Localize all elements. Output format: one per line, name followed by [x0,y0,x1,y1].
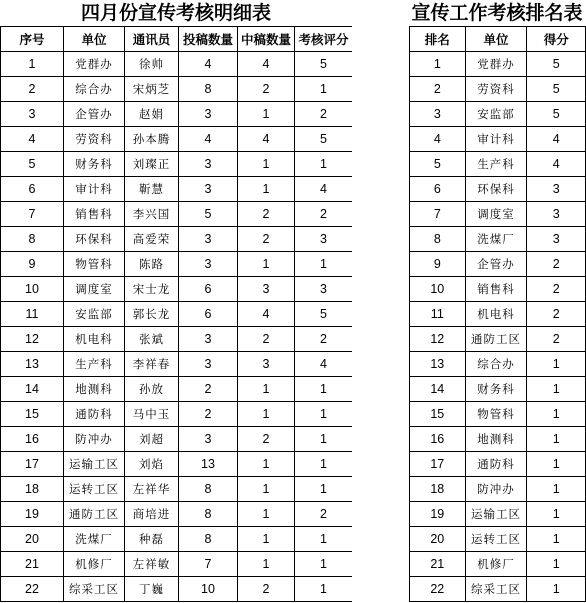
cell-rank: 15 [410,402,466,427]
cell-index: 8 [1,227,64,252]
cell-rank: 2 [410,77,466,102]
cell-points: 5 [527,102,586,127]
cell-unit: 通防科 [64,402,125,427]
cell-index: 17 [1,452,64,477]
cell-score: 1 [295,377,353,402]
cell-points: 1 [527,402,586,427]
cell-unit: 运输工区 [64,452,125,477]
table-row [410,52,586,77]
cell-unit: 机修厂 [64,552,125,577]
cell-submitted: 8 [179,527,238,552]
cell-correspondent: 陈路 [125,252,179,277]
table-row [410,502,586,527]
cell-unit: 运转工区 [64,477,125,502]
header-index: 序号 [1,27,64,52]
cell-points: 2 [527,277,586,302]
detail-table-title: 四月份宣传考核明细表 [80,2,271,24]
cell-score: 2 [295,102,353,127]
cell-index: 2 [1,77,64,102]
cell-submitted: 8 [179,77,238,102]
cell-index: 7 [1,202,64,227]
cell-submitted: 10 [179,577,238,602]
cell-correspondent: 刘超 [125,427,179,452]
cell-points: 1 [527,427,586,452]
cell-submitted: 5 [179,202,238,227]
table-row [1,302,353,327]
table-row [1,402,353,427]
cell-unit: 企管办 [64,102,125,127]
table-row [1,252,353,277]
cell-rank: 6 [410,177,466,202]
cell-rank: 17 [410,452,466,477]
cell-accepted: 1 [238,402,295,427]
cell-unit: 环保科 [64,227,125,252]
cell-submitted: 4 [179,127,238,152]
cell-score: 1 [295,77,353,102]
cell-points: 1 [527,552,586,577]
cell-index: 13 [1,352,64,377]
cell-correspondent: 孙本腾 [125,127,179,152]
table-row [1,177,353,202]
table-row [410,327,586,352]
cell-unit: 洗煤厂 [465,227,527,252]
cell-submitted: 3 [179,177,238,202]
cell-rank: 18 [410,477,466,502]
cell-correspondent: 李兴国 [125,202,179,227]
cell-index: 5 [1,152,64,177]
cell-points: 3 [527,227,586,252]
cell-index: 18 [1,477,64,502]
cell-accepted: 2 [238,327,295,352]
cell-score: 4 [295,352,353,377]
cell-submitted: 7 [179,552,238,577]
table-row [410,227,586,252]
cell-points: 2 [527,302,586,327]
cell-accepted: 2 [238,77,295,102]
table-row [1,52,353,77]
cell-correspondent: 刘璨正 [125,152,179,177]
cell-accepted: 1 [238,377,295,402]
cell-unit: 党群办 [64,52,125,77]
cell-submitted: 3 [179,102,238,127]
cell-correspondent: 左祥敏 [125,552,179,577]
cell-submitted: 2 [179,402,238,427]
table-row [410,452,586,477]
cell-unit: 财务科 [465,377,527,402]
header-score: 考核评分 [295,27,353,52]
cell-unit: 劳资科 [465,77,527,102]
cell-score: 5 [295,302,353,327]
cell-unit: 物管科 [64,252,125,277]
header-rank-unit: 单位 [465,27,527,52]
table-row [410,577,586,602]
cell-accepted: 1 [238,452,295,477]
cell-unit: 生产科 [465,152,527,177]
cell-correspondent: 郭长龙 [125,302,179,327]
table-row [1,227,353,252]
cell-index: 1 [1,52,64,77]
table-row [410,127,586,152]
table-row [410,77,586,102]
cell-submitted: 3 [179,427,238,452]
cell-unit: 机修厂 [465,552,527,577]
cell-points: 1 [527,527,586,552]
cell-rank: 4 [410,127,466,152]
cell-rank: 21 [410,552,466,577]
cell-submitted: 3 [179,227,238,252]
cell-unit: 调度室 [64,277,125,302]
cell-correspondent: 商培进 [125,502,179,527]
cell-unit: 地测科 [465,427,527,452]
table-row [1,152,353,177]
cell-rank: 16 [410,427,466,452]
cell-correspondent: 李祥春 [125,352,179,377]
cell-points: 1 [527,477,586,502]
cell-index: 3 [1,102,64,127]
cell-unit: 审计科 [64,177,125,202]
cell-accepted: 1 [238,102,295,127]
cell-unit: 销售科 [465,277,527,302]
cell-submitted: 3 [179,352,238,377]
cell-unit: 安监部 [64,302,125,327]
cell-accepted: 1 [238,252,295,277]
table-row [410,477,586,502]
cell-unit: 综合办 [64,77,125,102]
cell-unit: 财务科 [64,152,125,177]
cell-unit: 安监部 [465,102,527,127]
cell-rank: 14 [410,377,466,402]
cell-accepted: 3 [238,277,295,302]
cell-correspondent: 徐帅 [125,52,179,77]
cell-unit: 综采工区 [465,577,527,602]
table-row [1,427,353,452]
table-row [410,177,586,202]
cell-rank: 20 [410,527,466,552]
cell-unit: 劳资科 [64,127,125,152]
cell-rank: 3 [410,102,466,127]
cell-score: 1 [295,552,353,577]
cell-index: 11 [1,302,64,327]
cell-index: 19 [1,502,64,527]
cell-points: 2 [527,252,586,277]
table-row [1,502,353,527]
table-row [410,377,586,402]
table-row [1,127,353,152]
cell-unit: 通防工区 [64,502,125,527]
cell-submitted: 6 [179,302,238,327]
cell-submitted: 6 [179,277,238,302]
cell-accepted: 2 [238,427,295,452]
cell-correspondent: 马中玉 [125,402,179,427]
cell-rank: 13 [410,352,466,377]
cell-rank: 12 [410,327,466,352]
cell-correspondent: 赵娟 [125,102,179,127]
table-row [1,77,353,102]
table-row [410,102,586,127]
cell-score: 3 [295,227,353,252]
table-row [410,352,586,377]
cell-score: 5 [295,52,353,77]
cell-accepted: 4 [238,52,295,77]
header-correspondent: 通讯员 [125,27,179,52]
table-row [410,152,586,177]
cell-rank: 5 [410,152,466,177]
table-row [1,527,353,552]
cell-correspondent: 张斌 [125,327,179,352]
cell-score: 2 [295,202,353,227]
cell-submitted: 8 [179,477,238,502]
cell-accepted: 2 [238,227,295,252]
table-row [410,202,586,227]
cell-points: 1 [527,577,586,602]
table-row [410,402,586,427]
table-row [410,277,586,302]
cell-accepted: 3 [238,352,295,377]
cell-score: 1 [295,527,353,552]
table-row [1,202,353,227]
header-rank: 排名 [410,27,466,52]
cell-index: 9 [1,252,64,277]
table-row [1,377,353,402]
cell-correspondent: 种磊 [125,527,179,552]
cell-score: 4 [295,177,353,202]
cell-index: 10 [1,277,64,302]
cell-index: 4 [1,127,64,152]
cell-accepted: 1 [238,527,295,552]
cell-unit: 销售科 [64,202,125,227]
table-row [410,302,586,327]
cell-score: 1 [295,577,353,602]
ranking-table-title: 宣传工作考核排名表 [411,2,583,24]
cell-points: 3 [527,177,586,202]
cell-score: 1 [295,402,353,427]
cell-correspondent: 靳慧 [125,177,179,202]
cell-score: 1 [295,427,353,452]
cell-points: 1 [527,452,586,477]
cell-points: 1 [527,502,586,527]
cell-rank: 8 [410,227,466,252]
cell-index: 14 [1,377,64,402]
cell-unit: 地测科 [64,377,125,402]
cell-unit: 调度室 [465,202,527,227]
cell-points: 4 [527,127,586,152]
header-accepted: 中稿数量 [238,27,295,52]
header-submitted: 投稿数量 [179,27,238,52]
cell-points: 1 [527,377,586,402]
cell-unit: 运转工区 [465,527,527,552]
detail-table [0,26,353,602]
cell-accepted: 1 [238,502,295,527]
cell-submitted: 3 [179,152,238,177]
cell-score: 5 [295,127,353,152]
cell-correspondent: 宋士龙 [125,277,179,302]
cell-correspondent: 孙放 [125,377,179,402]
cell-unit: 防冲办 [64,427,125,452]
cell-index: 6 [1,177,64,202]
table-row [1,577,353,602]
table-row [1,352,353,377]
cell-score: 2 [295,502,353,527]
cell-unit: 综采工区 [64,577,125,602]
cell-index: 12 [1,327,64,352]
cell-score: 1 [295,452,353,477]
header-points: 得分 [527,27,586,52]
cell-unit: 企管办 [465,252,527,277]
cell-points: 2 [527,327,586,352]
cell-correspondent: 刘焰 [125,452,179,477]
cell-unit: 机电科 [465,302,527,327]
table-row [410,552,586,577]
cell-rank: 11 [410,302,466,327]
cell-score: 1 [295,252,353,277]
cell-accepted: 2 [238,577,295,602]
table-row [410,527,586,552]
cell-submitted: 13 [179,452,238,477]
cell-accepted: 1 [238,477,295,502]
cell-rank: 1 [410,52,466,77]
table-row [1,327,353,352]
cell-submitted: 8 [179,502,238,527]
cell-correspondent: 左祥华 [125,477,179,502]
header-unit: 单位 [64,27,125,52]
cell-unit: 通防科 [465,452,527,477]
cell-points: 1 [527,352,586,377]
cell-rank: 10 [410,277,466,302]
cell-unit: 环保科 [465,177,527,202]
cell-points: 4 [527,152,586,177]
cell-score: 1 [295,477,353,502]
cell-rank: 9 [410,252,466,277]
cell-points: 3 [527,202,586,227]
cell-index: 16 [1,427,64,452]
cell-rank: 22 [410,577,466,602]
cell-correspondent: 丁巍 [125,577,179,602]
table-row [1,102,353,127]
cell-submitted: 4 [179,52,238,77]
cell-correspondent: 高爱荣 [125,227,179,252]
cell-score: 2 [295,327,353,352]
table-row [1,277,353,302]
table-row [410,427,586,452]
table-gap [352,26,409,603]
cell-unit: 防冲办 [465,477,527,502]
cell-index: 15 [1,402,64,427]
cell-unit: 党群办 [465,52,527,77]
cell-correspondent: 宋炳芝 [125,77,179,102]
cell-unit: 运输工区 [465,502,527,527]
cell-rank: 19 [410,502,466,527]
cell-submitted: 2 [179,377,238,402]
cell-accepted: 1 [238,152,295,177]
cell-unit: 通防工区 [465,327,527,352]
cell-points: 5 [527,52,586,77]
cell-index: 22 [1,577,64,602]
cell-unit: 机电科 [64,327,125,352]
cell-unit: 洗煤厂 [64,527,125,552]
cell-points: 5 [527,77,586,102]
cell-submitted: 3 [179,252,238,277]
table-row [410,252,586,277]
cell-index: 21 [1,552,64,577]
cell-rank: 7 [410,202,466,227]
cell-accepted: 2 [238,202,295,227]
cell-score: 3 [295,277,353,302]
cell-index: 20 [1,527,64,552]
cell-unit: 审计科 [465,127,527,152]
cell-unit: 物管科 [465,402,527,427]
cell-unit: 生产科 [64,352,125,377]
table-row [1,477,353,502]
ranking-table [409,26,586,602]
cell-submitted: 3 [179,327,238,352]
cell-accepted: 1 [238,177,295,202]
table-row [1,552,353,577]
detail-header-row [1,27,353,52]
table-row [1,452,353,477]
cell-score: 1 [295,152,353,177]
ranking-header-row [410,27,586,52]
cell-accepted: 4 [238,302,295,327]
cell-unit: 综合办 [465,352,527,377]
cell-accepted: 4 [238,127,295,152]
cell-accepted: 1 [238,552,295,577]
